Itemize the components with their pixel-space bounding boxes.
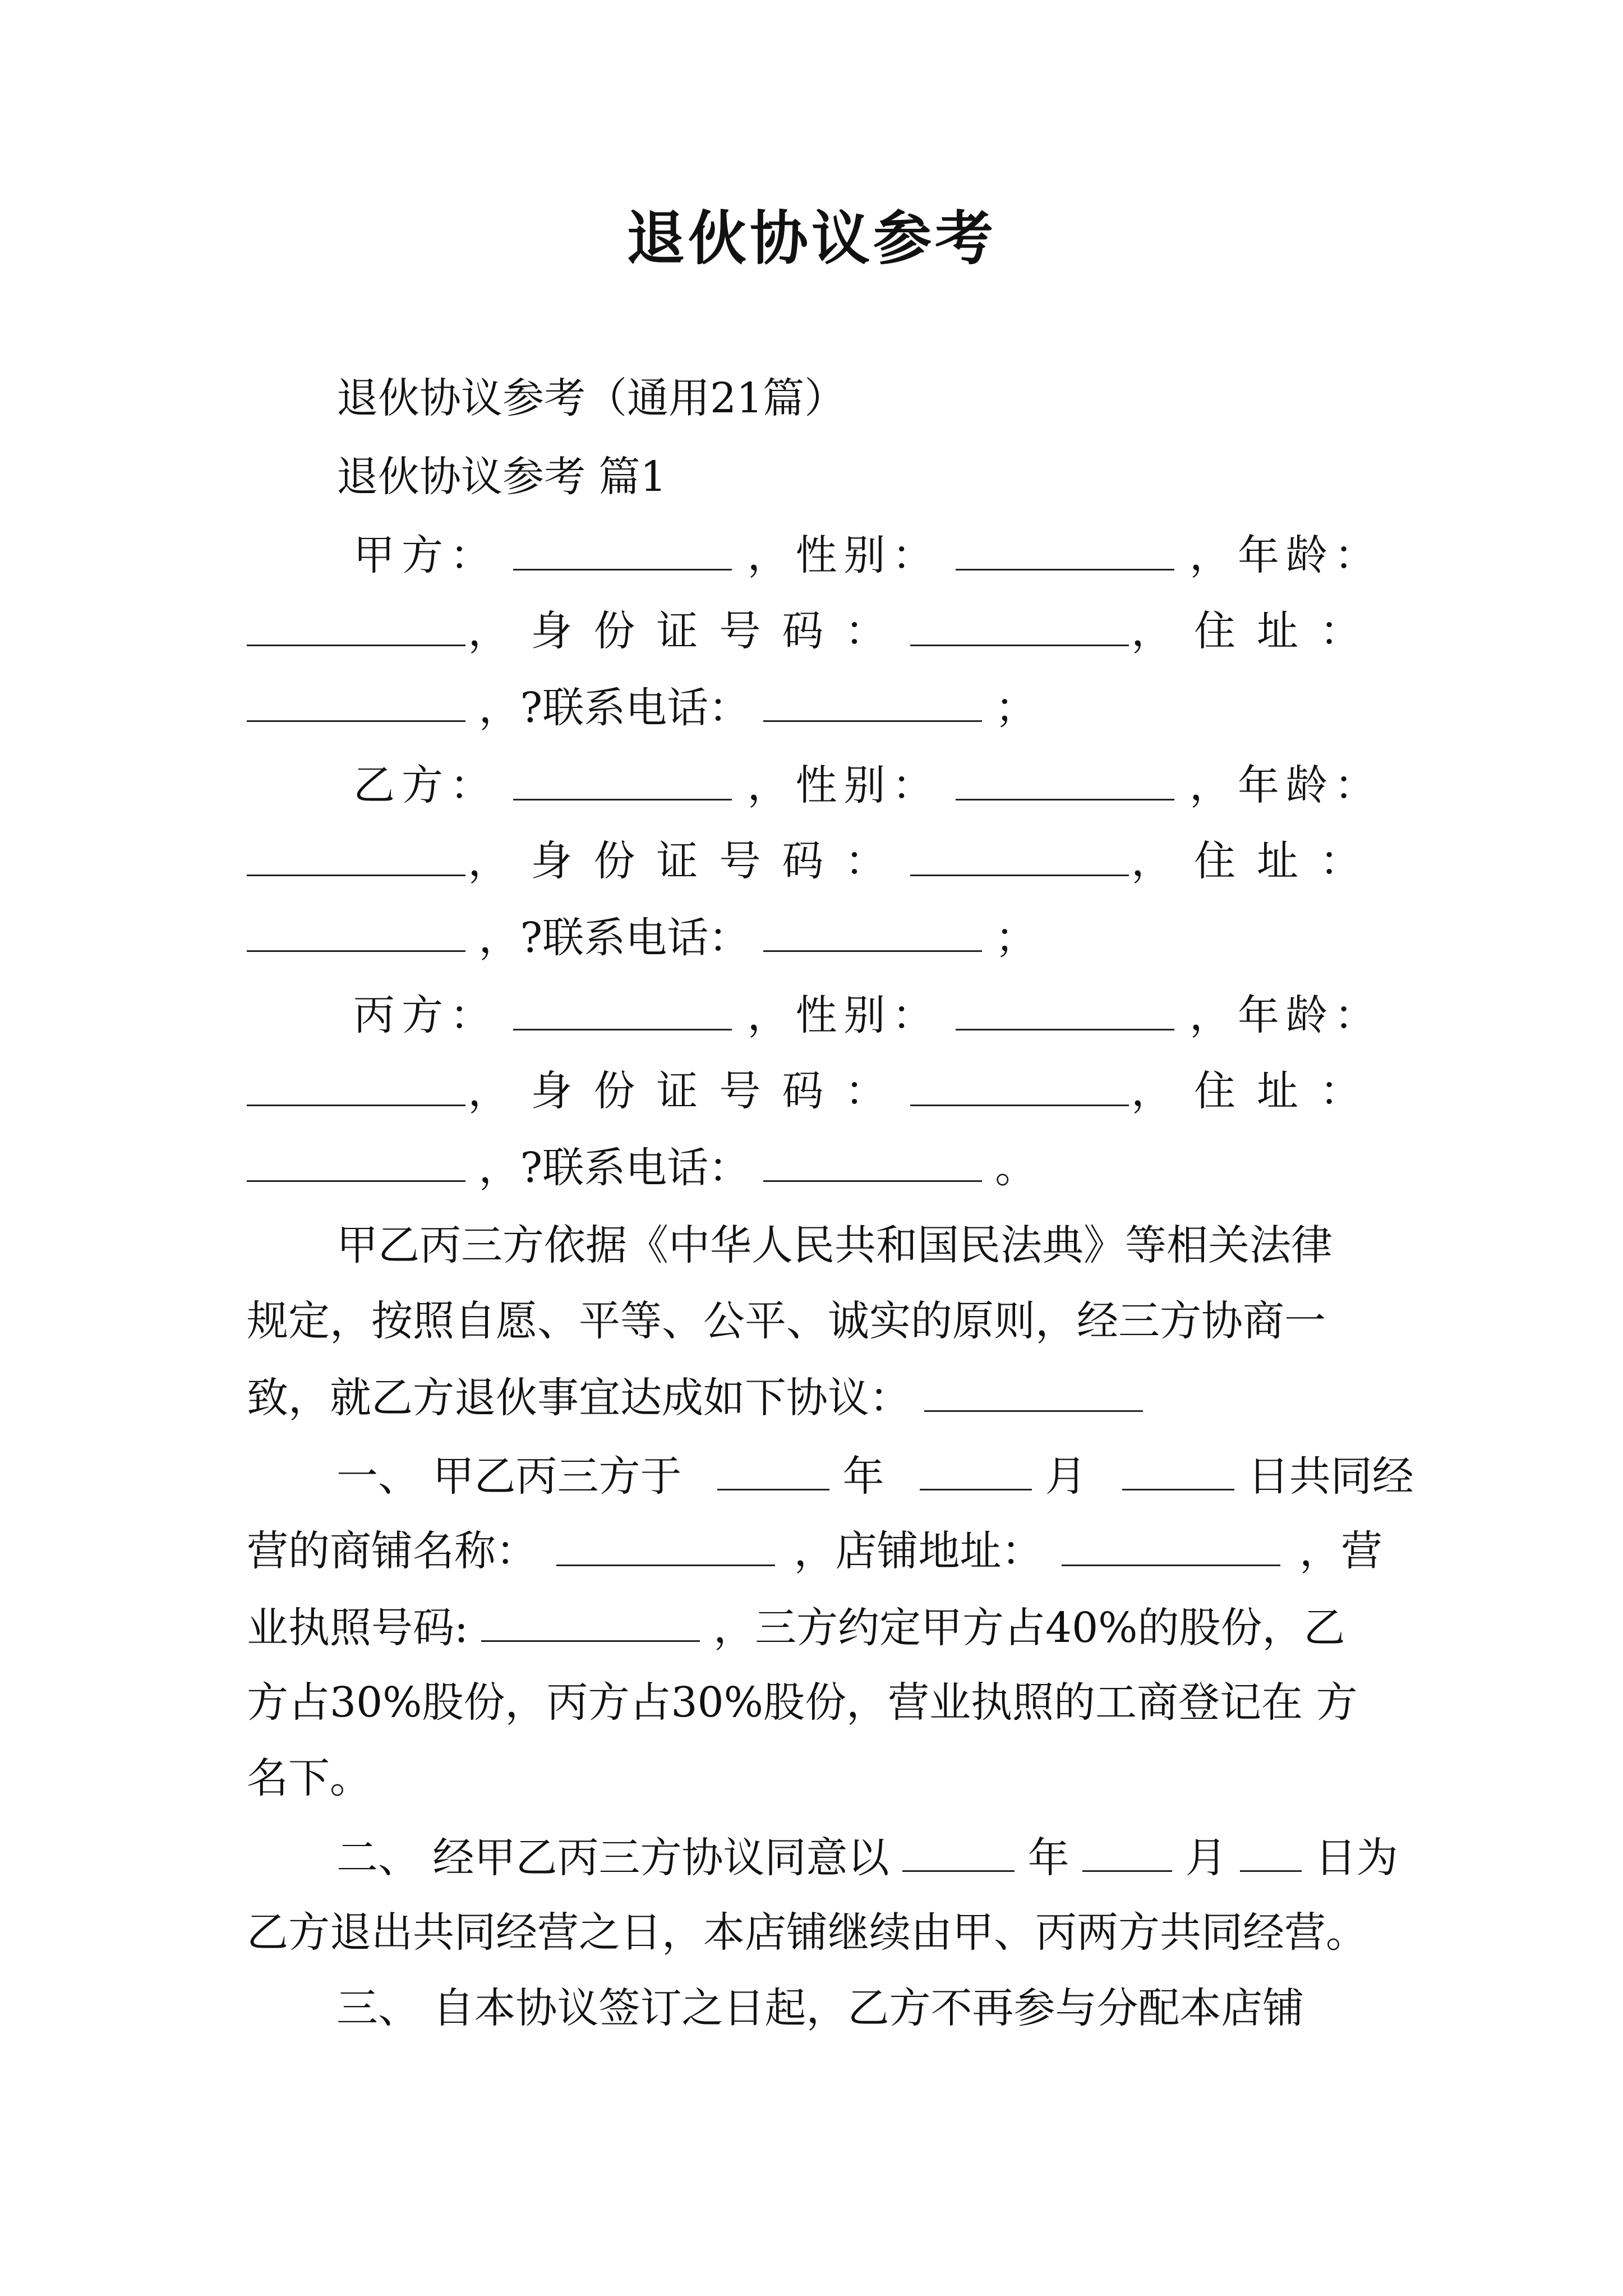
clause-1-start: 一、 甲乙丙三方于: [336, 1452, 682, 1501]
clause-1-line-1: [336, 1447, 1414, 1504]
intro-blank[interactable]: [924, 1369, 1143, 1412]
intro-line-3-text: 致，就乙方退伙事宜达成如下协议：: [247, 1374, 911, 1422]
age-label: ，年龄：: [1189, 531, 1382, 579]
clause-1-line-3: [247, 1599, 1345, 1656]
address-label: ，住址：: [1131, 607, 1382, 655]
id-label: ，身份证号码：: [468, 837, 908, 885]
clause-2-line-2: 乙方退出共同经营之日，本店铺继续由甲、丙两方共同经营。: [247, 1908, 1367, 1957]
clause-1-line-2-end: ，营: [1299, 1527, 1382, 1575]
party-b-address-blank[interactable]: [247, 909, 465, 952]
party-a-line-3: [247, 679, 1036, 736]
section-heading: 退伙协议参考 篇1: [336, 453, 667, 501]
age-label: ，年龄：: [1189, 761, 1382, 809]
party-b-age-blank[interactable]: [247, 833, 465, 876]
year-label: 年: [842, 1452, 884, 1501]
intro-line-1: 甲乙丙三方依据《中华人民共和国民法典》等相关法律: [336, 1221, 1332, 1269]
address-label: ，住址：: [1131, 1067, 1382, 1115]
document-title: 退伙协议参考: [626, 204, 997, 273]
month-label: 月: [1185, 1834, 1227, 1882]
clause-2-start: 二、 经甲乙丙三方协议同意以: [336, 1834, 889, 1882]
party-c-age-blank[interactable]: [247, 1063, 465, 1106]
party-b-id-blank[interactable]: [910, 833, 1129, 876]
license-blank[interactable]: [481, 1599, 700, 1642]
gender-label: ，性别：: [747, 991, 940, 1039]
party-b-line-1: [353, 757, 1382, 813]
clause-1-month-blank[interactable]: [920, 1447, 1032, 1490]
party-a-gender-blank[interactable]: [956, 527, 1174, 570]
clause-1-year-blank[interactable]: [717, 1447, 829, 1490]
phone-label: ，?联系电话：: [478, 1144, 750, 1192]
party-c-gender-blank[interactable]: [956, 987, 1174, 1030]
party-b-line-2: [247, 833, 1382, 889]
end-mark: ；: [995, 684, 1037, 732]
clause-1-line-3-end: ，三方约定甲方占40%的股份，乙: [713, 1604, 1345, 1652]
party-c-id-blank[interactable]: [910, 1063, 1129, 1106]
shop-address-label: ，店铺地址：: [794, 1527, 1043, 1575]
party-c-line-1: [353, 987, 1382, 1043]
shop-address-blank[interactable]: [1062, 1523, 1280, 1566]
address-label: ，住址：: [1131, 837, 1382, 885]
year-label: 年: [1027, 1834, 1069, 1882]
party-c-label: 丙方：: [353, 991, 498, 1039]
party-b-label: 乙方：: [353, 761, 498, 809]
clause-1-line-5: 名下。: [247, 1754, 371, 1802]
day-label: 日为: [1315, 1834, 1398, 1882]
party-b-name-blank[interactable]: [513, 757, 732, 800]
party-c-line-3: [247, 1139, 1036, 1196]
party-b-phone-blank[interactable]: [763, 909, 982, 952]
party-c-address-blank[interactable]: [247, 1139, 465, 1182]
party-a-label: 甲方：: [353, 531, 498, 579]
end-mark: ；: [995, 914, 1037, 962]
clause-2-year-blank[interactable]: [902, 1829, 1015, 1872]
clause-2-line-1: [336, 1829, 1398, 1886]
clause-1-line-4: 方占30%股份，丙方占30%股份，营业执照的工商登记在 方: [247, 1678, 1358, 1727]
gender-label: ，性别：: [747, 531, 940, 579]
party-c-phone-blank[interactable]: [763, 1139, 982, 1182]
party-b-line-3: [247, 909, 1036, 966]
intro-line-2: 规定，按照自愿、平等、公平、诚实的原则，经三方协商一: [247, 1297, 1326, 1345]
gender-label: ，性别：: [747, 761, 940, 809]
id-label: ，身份证号码：: [468, 1067, 908, 1115]
clause-1-day-blank[interactable]: [1122, 1447, 1234, 1490]
clause-2-day-blank[interactable]: [1240, 1829, 1302, 1872]
shop-name-label: 营的商铺名称：: [247, 1527, 537, 1575]
month-label: 月: [1045, 1452, 1087, 1501]
party-c-line-2: [247, 1063, 1382, 1119]
party-c-name-blank[interactable]: [513, 987, 732, 1030]
clause-1-line-2: [247, 1523, 1382, 1579]
party-a-line-2: [247, 603, 1382, 659]
clause-2-month-blank[interactable]: [1082, 1829, 1172, 1872]
shop-name-blank[interactable]: [556, 1523, 775, 1566]
party-a-name-blank[interactable]: [513, 527, 732, 570]
day-label: 日共同经: [1247, 1452, 1414, 1501]
clause-3-line-1: 三、 自本协议签订之日起，乙方不再参与分配本店铺: [336, 1984, 1304, 2032]
party-a-id-blank[interactable]: [910, 603, 1129, 646]
phone-label: ，?联系电话：: [478, 684, 750, 732]
end-mark: 。: [995, 1144, 1037, 1192]
id-label: ，身份证号码：: [468, 607, 908, 655]
party-a-line-1: [353, 527, 1382, 583]
party-a-address-blank[interactable]: [247, 679, 465, 722]
party-a-age-blank[interactable]: [247, 603, 465, 646]
subtitle: 退伙协议参考（通用21篇）: [336, 374, 846, 422]
phone-label: ，?联系电话：: [478, 914, 750, 962]
age-label: ，年龄：: [1189, 991, 1382, 1039]
license-label: 业执照号码:: [247, 1604, 468, 1652]
party-a-phone-blank[interactable]: [763, 679, 982, 722]
party-b-gender-blank[interactable]: [956, 757, 1174, 800]
intro-line-3: [247, 1369, 1143, 1426]
